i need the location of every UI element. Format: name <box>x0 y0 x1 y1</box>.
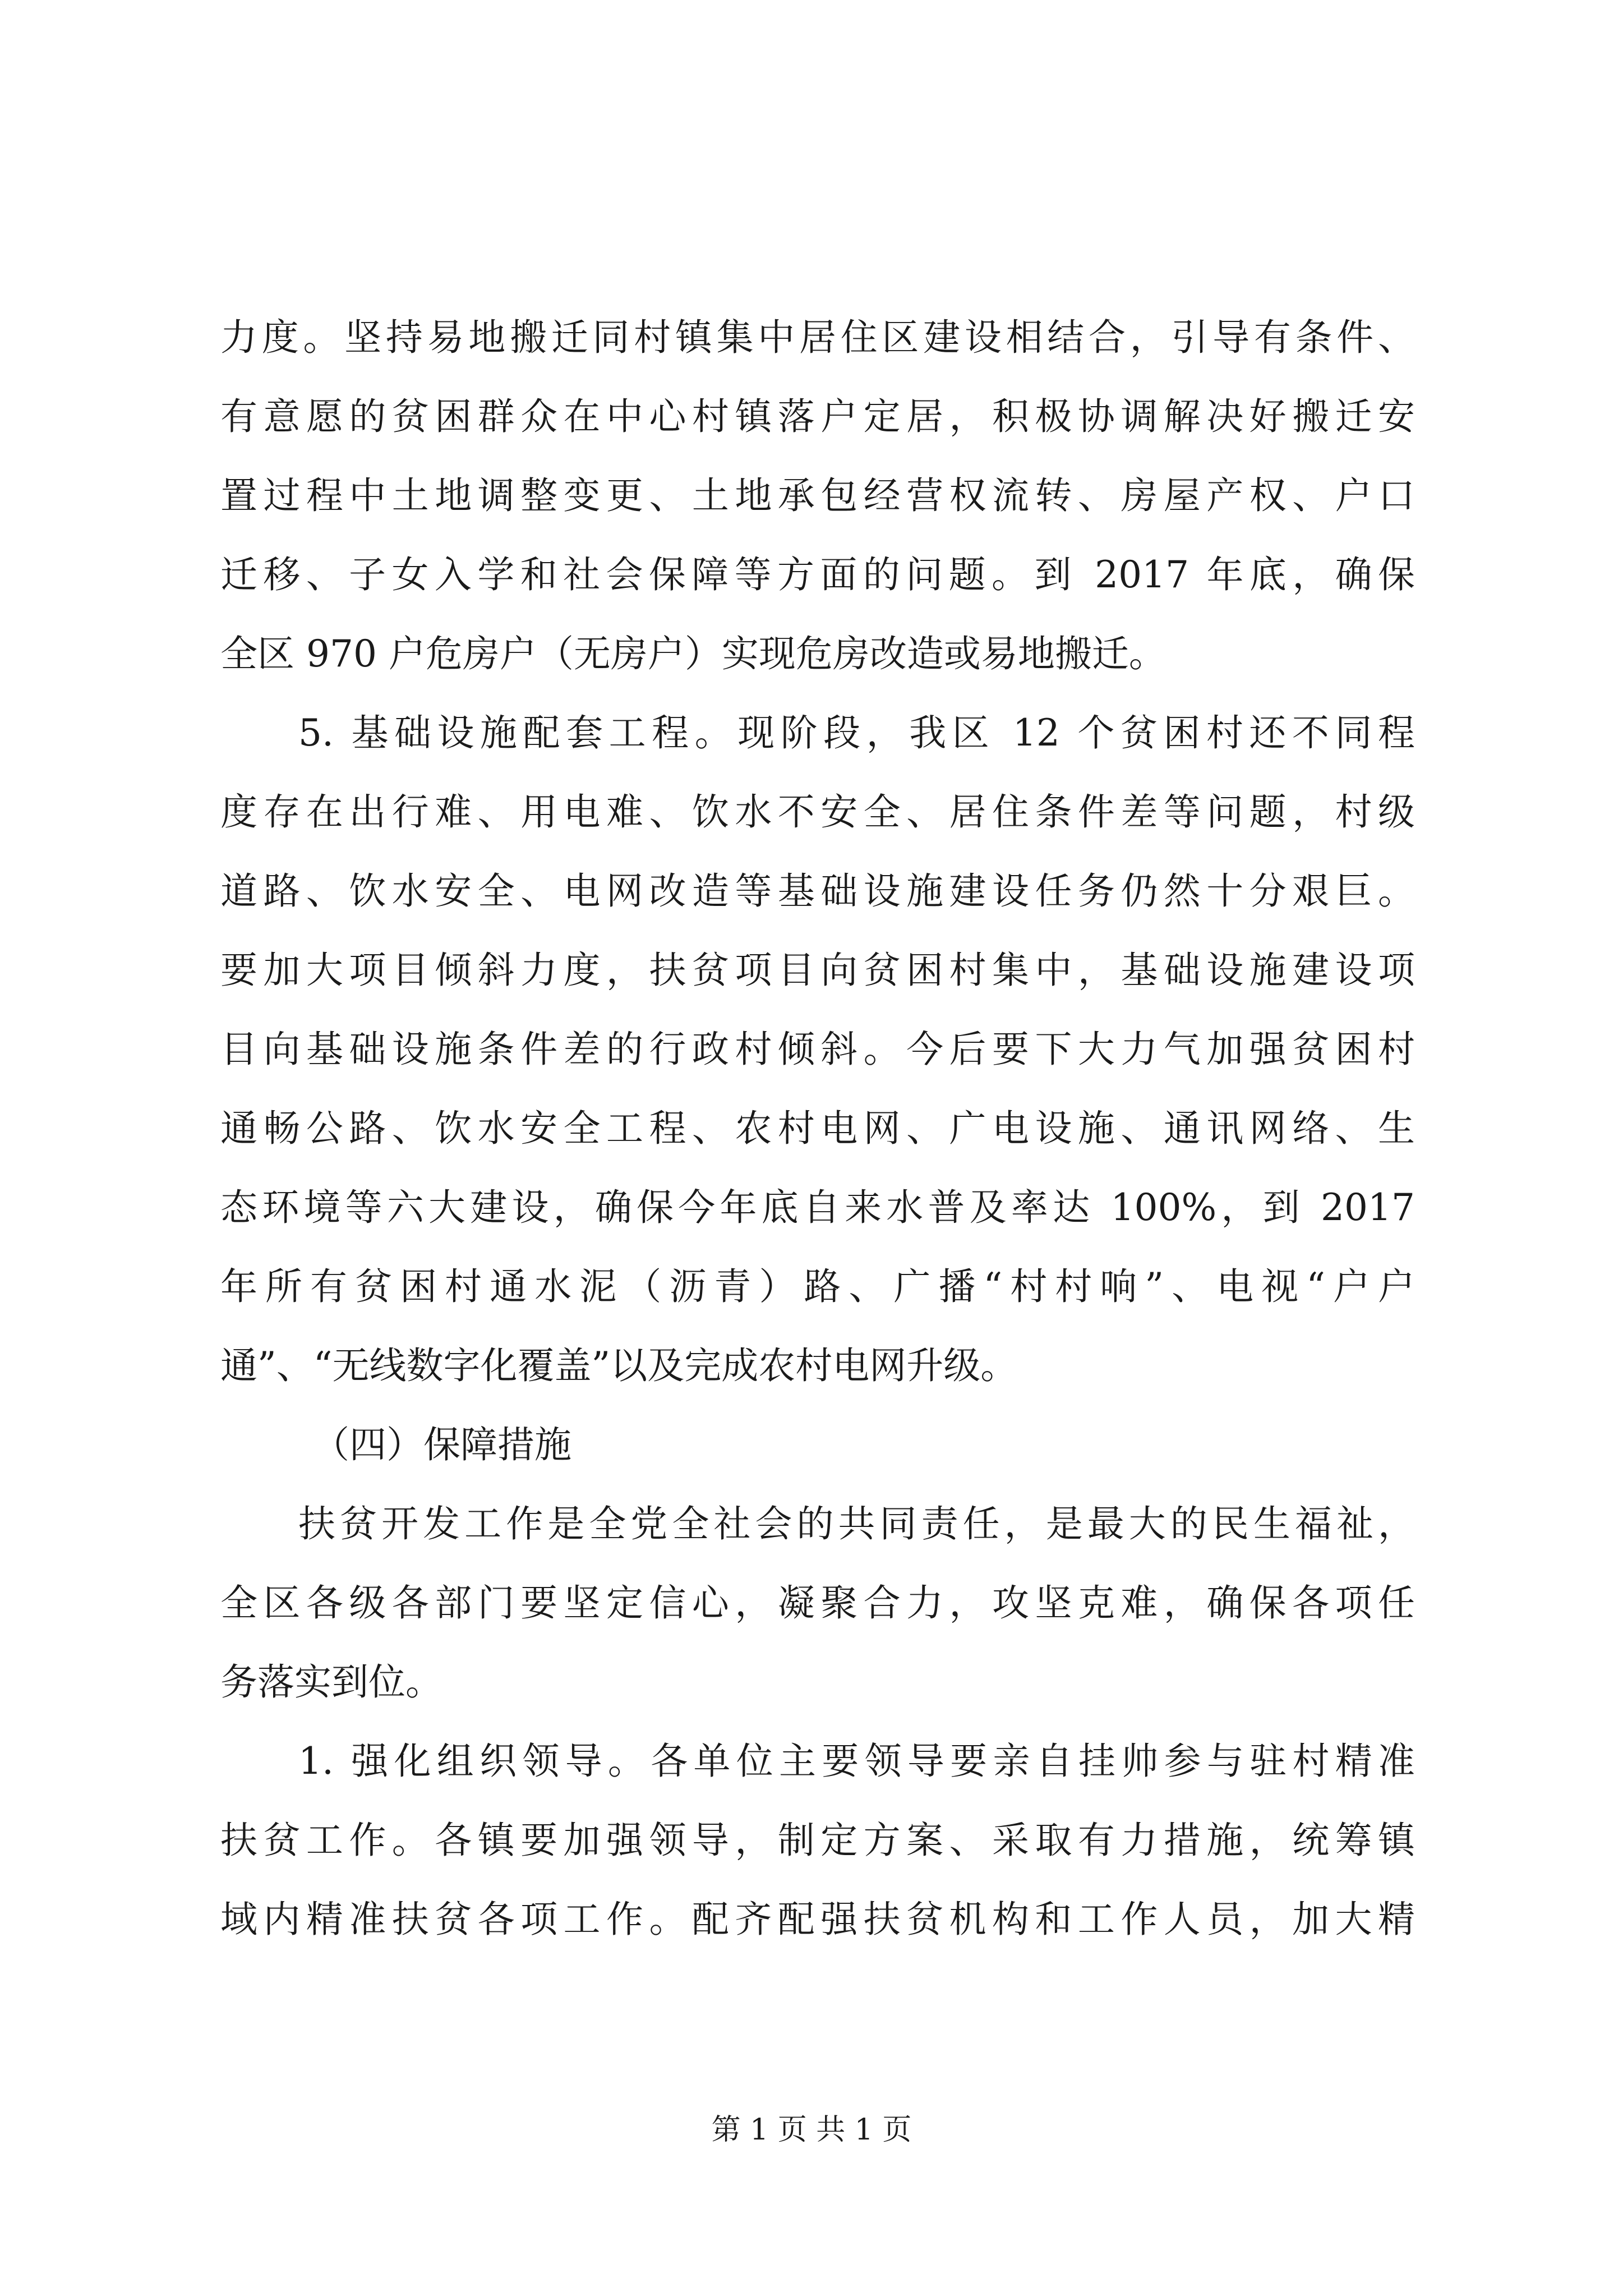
text-line: 全区 970 户危房户（无房户）实现危房改造或易地搬迁。 <box>220 632 1166 675</box>
text-line: 有意愿的贫困群众在中心村镇落户定居，积极协调解决好搬迁安 <box>220 395 1415 438</box>
text-line: 全区各级各部门要坚定信心，凝聚合力，攻坚克难，确保各项任 <box>220 1581 1415 1625</box>
section-heading: （四）保障措施 <box>312 1423 571 1466</box>
text-line: 力度。坚持易地搬迁同村镇集中居住区建设相结合，引导有条件、 <box>220 316 1415 359</box>
text-line: 域内精准扶贫各项工作。配齐配强扶贫机构和工作人员，加大精 <box>220 1898 1415 1941</box>
text-line: 要加大项目倾斜力度，扶贫项目向贫困村集中，基础设施建设项 <box>220 949 1415 992</box>
text-line: 度存在出行难、用电难、饮水不安全、居住条件差等问题，村级 <box>220 790 1415 834</box>
text-line: 年所有贫困村通水泥（沥青）路、广播“村村响”、电视“户户 <box>220 1265 1415 1308</box>
paragraph-lead-line: 扶贫开发工作是全党全社会的共同责任，是最大的民生福祉， <box>298 1502 1415 1545</box>
section-lead-line: 5. 基础设施配套工程。现阶段，我区 12 个贫困村还不同程 <box>298 711 1415 754</box>
text-line: 目向基础设施条件差的行政村倾斜。今后要下大力气加强贫困村 <box>220 1028 1415 1071</box>
text-line: 态环境等六大建设，确保今年底自来水普及率达 100%，到 2017 <box>220 1186 1415 1229</box>
page-number-footer: 第 1 页 共 1 页 <box>711 2113 912 2147</box>
text-line: 通”、“无线数字化覆盖”以及完成农村电网升级。 <box>220 1344 1018 1387</box>
section-lead-line: 1. 强化组织领导。各单位主要领导要亲自挂帅参与驻村精准 <box>298 1740 1415 1783</box>
text-line: 置过程中土地调整变更、土地承包经营权流转、房屋产权、户口 <box>220 474 1415 517</box>
text-line: 务落实到位。 <box>220 1660 442 1704</box>
text-line: 扶贫工作。各镇要加强领导，制定方案、采取有力措施，统筹镇 <box>220 1819 1415 1862</box>
text-line: 通畅公路、饮水安全工程、农村电网、广电设施、通讯网络、生 <box>220 1107 1415 1150</box>
text-line: 迁移、子女入学和社会保障等方面的问题。到 2017 年底，确保 <box>220 553 1415 596</box>
text-line: 道路、饮水安全、电网改造等基础设施建设任务仍然十分艰巨。 <box>220 869 1415 913</box>
